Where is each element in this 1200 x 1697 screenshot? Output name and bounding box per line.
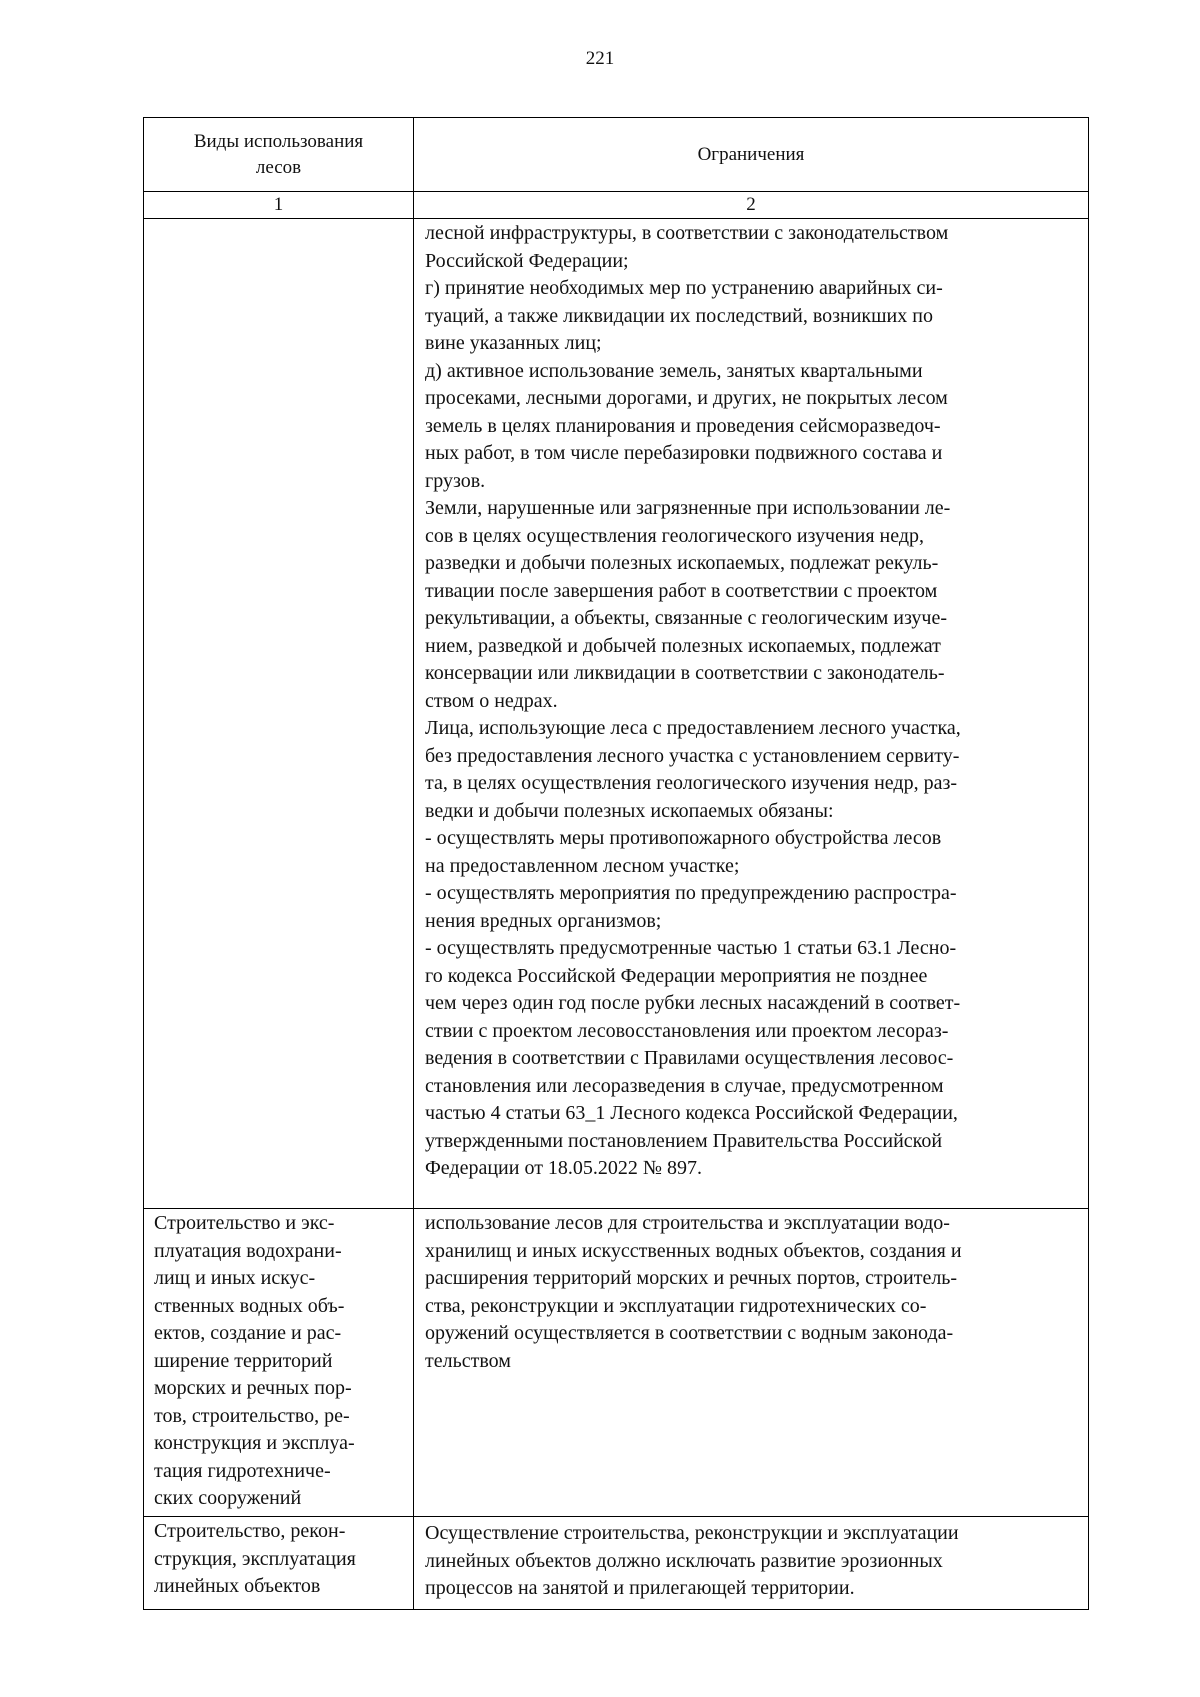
text-line: частью 4 статьи 63_1 Лесного кодекса Российской Федерации, — [425, 1102, 958, 1124]
restrictions-table — [143, 117, 1089, 1610]
text-line: рекультивации, а объекты, связанные с геологическим изуче- — [425, 607, 948, 629]
text-line: лищ и иных искус- — [154, 1267, 316, 1289]
page-number: 221 — [585, 48, 615, 69]
text-line: струкция, эксплуатация — [154, 1547, 356, 1570]
text-line: без предоставления лесного участка с установлением сервиту- — [425, 744, 960, 767]
text-line: Лица, использующие леса с предоставлением лесного участка, — [425, 717, 961, 739]
text-line: хранилищ и иных искусственных водных объектов, создания и — [425, 1239, 962, 1262]
table-row — [144, 219, 1089, 1209]
text-line: ведки и добычи полезных ископаемых обязаны: — [425, 799, 834, 822]
header-restrictions — [414, 118, 1089, 192]
text-line: земель в целях планирования и проведения сейсморазведоч- — [425, 414, 941, 437]
text-line: просеками, лесными дорогами, и других, не покрытых лесом — [425, 387, 948, 409]
header-forest-use-types — [144, 118, 414, 192]
text-line: туаций, а также ликвидации их последствий, возникших по — [425, 304, 933, 327]
text-line: лесной инфраструктуры, в соответствии с законодательством — [425, 222, 949, 244]
text-line: г) принятие необходимых мер по устранению аварийных си- — [425, 277, 943, 299]
table-row — [144, 1209, 1089, 1517]
text-line: процессов на занятой и прилегающей территории. — [425, 1577, 855, 1599]
row3-forest-use — [144, 1517, 414, 1610]
text-line: Федерации от 18.05.2022 № 897. — [425, 1157, 703, 1179]
text-line: линейных объектов — [154, 1575, 321, 1597]
text-line: д) активное использование земель, занятых квартальными — [425, 359, 923, 382]
row2-forest-use — [144, 1209, 414, 1517]
text-line: ектов, создание и рас- — [154, 1322, 342, 1344]
text-line: становления или лесоразведения в случае, предусмотренном — [425, 1074, 944, 1097]
text-line: - осуществлять меры противопожарного обустройства лесов — [425, 827, 942, 849]
text-line: линейных объектов должно исключать развитие эрозионных — [425, 1549, 943, 1572]
text-line: ством о недрах. — [425, 689, 558, 712]
text-line: ства, реконструкции и эксплуатации гидротехнических со- — [425, 1294, 927, 1317]
text-line: го кодекса Российской Федерации мероприятия не позднее — [425, 964, 928, 987]
text-line: ных работ, в том числе перебазировки подвижного состава и — [425, 442, 943, 464]
text-line: Российской Федерации; — [425, 249, 629, 272]
table-row — [144, 1517, 1089, 1610]
text-line: ширение территорий — [154, 1349, 333, 1372]
text-line: чем через один год после рубки лесных насаждений в соответ- — [425, 992, 961, 1014]
text-line: использование лесов для строительства и эксплуатации водо- — [425, 1212, 950, 1234]
text-line: Строительство, рекон- — [154, 1520, 346, 1542]
text-line: тельством — [425, 1349, 511, 1372]
row1-restrictions — [414, 219, 1089, 1209]
text-line: грузов. — [425, 469, 486, 492]
text-line: ственных водных объ- — [154, 1294, 345, 1317]
text-line: конструкция и эксплуа- — [154, 1432, 355, 1454]
text-line: расширения территорий морских и речных портов, строитель- — [425, 1267, 958, 1289]
text-line: плуатация водохрани- — [154, 1239, 342, 1262]
header-col2-label: Ограничения — [697, 143, 805, 165]
column-number-1: 1 — [144, 192, 414, 219]
text-line: нием, разведкой и добычей полезных ископаемых, подлежат — [425, 634, 941, 657]
header-col1-label: Виды использования лесов — [193, 130, 364, 178]
text-line: та, в целях осуществления геологического изучения недр, раз- — [425, 772, 958, 794]
text-line: ведения в соответствии с Правилами осуществления лесовос- — [425, 1047, 954, 1069]
column-number-2: 2 — [414, 192, 1089, 219]
text-line: морских и речных пор- — [154, 1377, 352, 1399]
text-line: на предоставленном лесном участке; — [425, 854, 740, 877]
text-line: Строительство и экс- — [154, 1212, 335, 1234]
row1-left — [144, 219, 414, 1209]
text-line: - осуществлять мероприятия по предупреждению распростра- — [425, 882, 957, 904]
text-line: оружений осуществляется в соответствии с водным законода- — [425, 1322, 954, 1344]
text-line: консервации или ликвидации в соответствии с законодатель- — [425, 662, 945, 684]
text-line: нения вредных организмов; — [425, 909, 662, 932]
table-header-row — [144, 118, 1089, 192]
text-line: ских сооружений — [154, 1487, 302, 1509]
text-line: ствии с проектом лесовосстановления или проектом лесораз- — [425, 1019, 949, 1042]
text-line: тивации после завершения работ в соответствии с проектом — [425, 579, 938, 602]
text-line: тов, строительство, ре- — [154, 1404, 350, 1427]
text-line: утвержденными постановлением Правительства Российской — [425, 1129, 943, 1152]
text-line: сов в целях осуществления геологического изучения недр, — [425, 524, 925, 547]
text-line: Осуществление строительства, реконструкции и эксплуатации — [425, 1522, 959, 1544]
text-line: тация гидротехниче- — [154, 1459, 331, 1482]
row2-restrictions — [414, 1209, 1089, 1517]
column-number-row — [144, 192, 1089, 219]
text-line: разведки и добычи полезных ископаемых, подлежат рекуль- — [425, 552, 939, 574]
row3-restrictions — [414, 1517, 1089, 1610]
text-line: вине указанных лиц; — [425, 332, 602, 354]
text-line: - осуществлять предусмотренные частью 1 статьи 63.1 Лесно- — [425, 937, 957, 959]
text-line: Земли, нарушенные или загрязненные при использовании ле- — [425, 497, 951, 519]
